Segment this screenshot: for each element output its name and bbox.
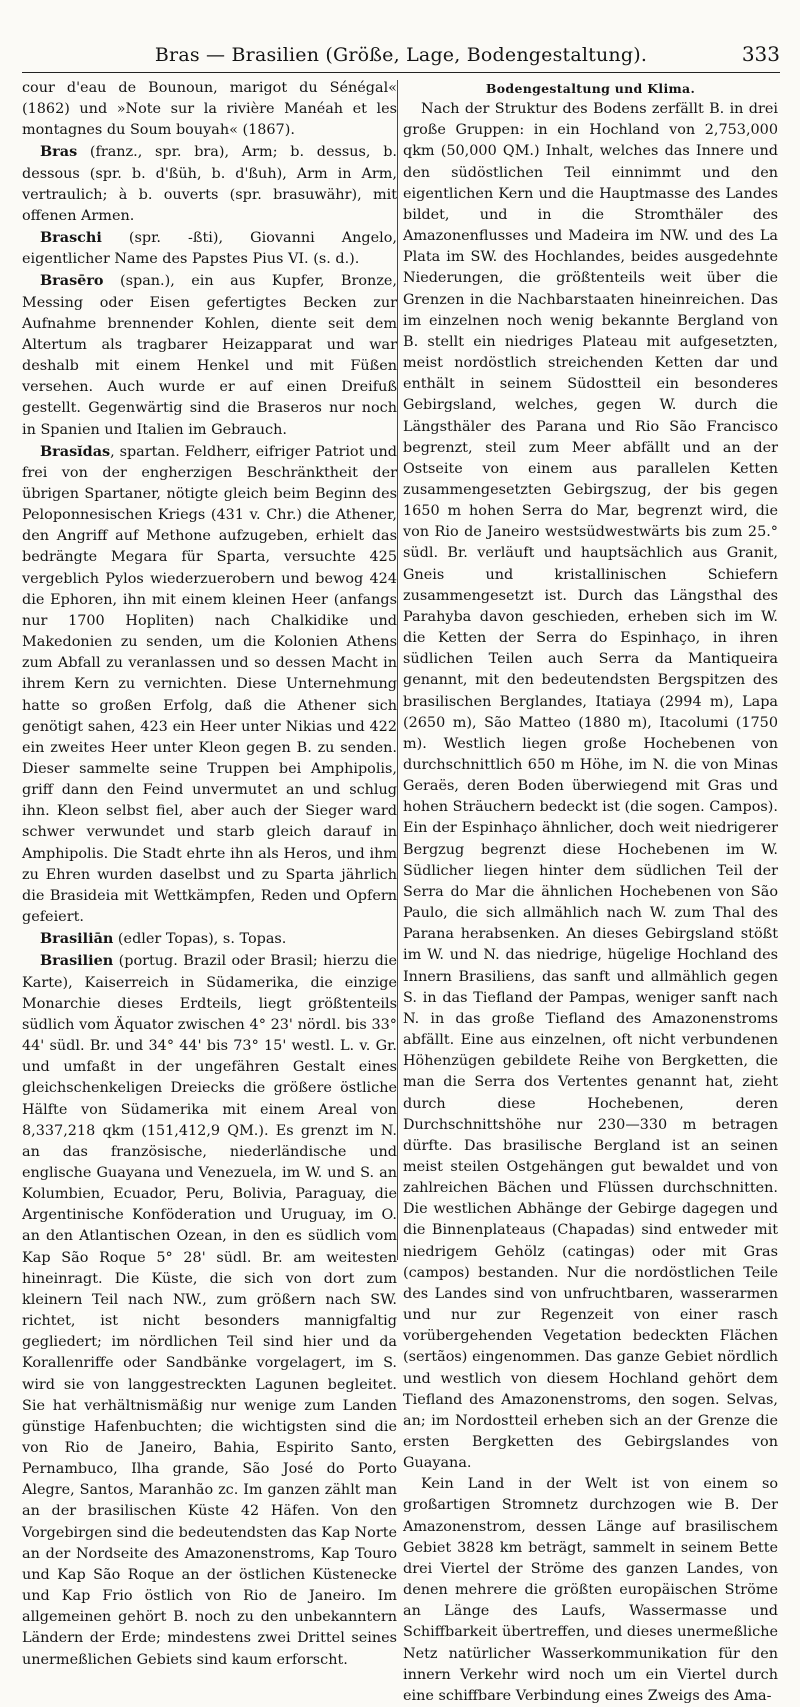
entry-brasilien — [22, 950, 397, 1670]
headword: Braschi — [40, 229, 102, 247]
entry-brasilian — [22, 928, 397, 950]
entry-braschi — [22, 227, 397, 270]
entry-text: (span.), ein aus Kupfer, Bronze, Messing oder Eisen gefertigtes Becken zur Aufnahme brennender Kohlen, diente seit dem Altertum als tragbarer Heizapparat und war deshalb mit einem Henkel und mit Füßen versehen. Auch wurde er auf einen Dreifuß gestellt. Gegenwärtig sind die Braseros nur noch in Spanien und Italien im Gebrauch. — [22, 273, 397, 438]
section-heading: Bodengestaltung und Klima. — [485, 81, 696, 96]
running-head: Bras — Brasilien (Größe, Lage, Bodengestaltung). — [154, 44, 648, 66]
headword: Brasĭdas — [40, 442, 111, 460]
headword: Brasēro — [40, 272, 104, 290]
entry-brasero — [22, 270, 397, 440]
page-header — [22, 40, 780, 70]
paragraph: Nach der Struktur des Bodens zerfällt B. in drei große Gruppen: in ein Hochland von 2,753,000 qkm (50,000 QM.) Inhalt, welches das Innere und den südöstlichen Teil einnimmt und den eigentlichen Kern und die Hauptmasse des Landes bildet, und in die Stromthäler des Amazonenflusses und Madeira im NW. und des La Plata im SW. des Hochlandes, beides ausgedehnte Niederungen, die größtenteils weit über die Grenzen in die Nachbarstaaten hineinreichen. Das im einzelnen noch wenig bekannte Bergland von B. stellt ein niedriges Plateau mit aufgesetzten, meist nordöstlich streichenden Ketten dar und enthält in seinem Südostteil ein besonderes Gebirgsland, welches, gegen W. durch die Längsthäler des Parana und Rio São Francisco begrenzt, steil zum Meer abfällt und an der Ostseite von einem aus parallelen Ketten zusammengesetzten Gebirgszug, der bis gegen 1650 m hohen Serra do Mar, begrenzt wird, die von Rio de Janeiro westsüdwestwärts bis zum 25.° südl. Br. verläuft und hauptsächlich aus Granit, Gneis und kristallinischen Schiefern zusammengesetzt ist. Durch das Längsthal des Parahyba davon geschieden, erheben sich im W. die Ketten der Serra do Espinhaço, in ihren südlichen Teilen auch Serra da Mantiqueira genannt, mit den bedeutendsten Bergspitzen des brasilischen Berglandes, Itatiaya (2994 m), Lapa (2650 m), São Matteo (1880 m), Itacolumi (1750 m). Westlich liegen große Hochebenen von durchschnittlich 650 m Höhe, im N. die von Minas Geraës, deren Boden überwiegend mit Gras und hohen Sträuchern bedeckt ist (die sogen. Campos). Ein der Espinhaço ähnlicher, doch weit niedrigerer Bergzug begrenzt diese Hochebenen im W. Südlicher liegen hinter dem südlichen Teil der Serra do Mar die ähnlichen Hochebenen von São Paulo, die sich allmählich nach W. zum Thal des Parana herabsenken. An dieses Gebirgsland stößt im W. und N. das niedrige, hügelige Hochland des Innern Brasiliens, das sanft und allmählich gegen S. in das Tiefland der Pampas, weniger sanft nach N. in das große Tiefland des Amazonenstroms abfällt. Eine aus einzelnen, oft nicht verbundenen Höhenzügen gebildete Reihe von Bergketten, die man die Serra dos Vertentes genannt hat, zieht durch diese Hochebenen, deren Durchschnittshöhe nur 230—330 m betragen dürfte. Das brasilische Bergland ist an seinen meist steilen Ostgehängen gut bewaldet und von zahlreichen Bächen und Flüssen durchschnitten. Die westlichen Abhänge der Gebirge dagegen und die Binnenplateaus (Chapadas) sind entweder mit niedrigem Gehölz (catingas) oder mit Gras (campos) bestanden. Nur die nordöstlichen Teile des Landes sind von unfruchtbaren, wasserarmen und nur zur Regenzeit von einer rasch vorübergehenden Vegetation bedeckten Flächen (sertãos) eingenommen. Das ganze Gebiet nördlich und westlich von diesem Hochland gehört dem Tiefland des Amazonenstroms, den sogen. Selvas, an; im Nordostteil erheben sich an der Grenze die ersten Bergketten des Gebirgslandes von Guayana. — [403, 101, 778, 1472]
page-number: 333 — [741, 42, 780, 66]
headword: Brasiliān — [40, 930, 114, 948]
headword: Brasilien — [40, 952, 114, 970]
headword: Bras — [40, 143, 78, 161]
entry-text: (portug. Brazil oder Brasil; hierzu die Karte), Kaiserreich in Südamerika, die einzige Monarchie dieses Erdteils, liegt größtenteils südlich vom Äquator zwischen 4° 23' nördl. bis 33° 44' südl. Br. und 34° 44' bis 73° 15' westl. L. v. Gr. und umfaßt in der ungefähren Gestalt eines gleichschenkeligen Dreiecks die größere östliche Hälfte von Südamerika mit einem Areal von 8,337,218 qkm (151,412,9 QM.). Es grenzt im N. an das französische, niederländische und englische Guayana und Venezuela, im W. und S. an Kolumbien, Ecuador, Peru, Bolivia, Paraguay, die Argentinische Konföderation und Uruguay, im O. an den Atlantischen Ozean, in den es südlich vom Kap São Roque 5° 28' südl. Br. am weitesten hineinragt. Die Küste, die sich von dort zum kleinern Teil nach NW., zum größern nach SW. richtet, ist nicht besonders mannigfaltig gegliedert; im nördlichen Teil sind hier und da Korallenriffe oder Sandbänke vorgelagert, im S. wird sie von langgestreckten Lagunen begleitet. Sie hat verhältnismäßig nur wenige zum Landen günstige Hafenbuchten; die wichtigsten sind die von Rio de Janeiro, Bahia, Espirito Santo, Pernambuco, Ilha grande, São José do Porto Alegre, Santos, Maranhão zc. Im ganzen zählt man an der brasilischen Küste 42 Häfen. Von den Vorgebirgen sind die bedeutendsten das Kap Norte an der Nordseite des Amazonenstroms, Kap Touro und Kap São Roque an der östlichen Küstenecke und Kap Frio östlich von Rio de Janeiro. Im allgemeinen gehört B. noch zu den unbekanntern Ländern der Erde; mindestens zwei Drittel seines unermeßlichen Gebiets sind kaum erforscht. — [22, 953, 397, 1668]
entry-text: (franz., spr. bra), Arm; b. dessus, b. dessous (spr. b. d'ßüh, b. d'ßuh), Arm in Arm, vertraulich; à b. ouverts (spr. brasuwähr), mit offenen Armen. — [22, 144, 397, 224]
paragraph: Kein Land in der Welt ist von einem so großartigen Stromnetz durchzogen wie B. Der Amazonenstrom, dessen Länge auf brasilischem Gebiet 3828 km beträgt, sammelt in seinem Bette drei Viertel der Ströme des ganzen Landes, von denen mehrere die größten europäischen Ströme an Länge des Laufs, Wassermasse und Schiffbarkeit übertreffen, und dieses unermeßliche Netz natürlicher Wasserkommunikation für den innern Verkehr wird noch um ein Viertel durch eine schiffbare Verbindung eines Zweigs des Ama- — [403, 1476, 778, 1704]
entry-brasidas — [22, 441, 397, 929]
entry-bras — [22, 141, 397, 227]
header-rule — [22, 72, 780, 73]
column-divider — [397, 80, 398, 1260]
entry-text: (spr. -ßti), Giovanni Angelo, eigentlicher Name des Papstes Pius VI. (s. d.). — [22, 230, 397, 268]
entry-continuation: cour d'eau de Bounoun, marigot du Sénégal« (1862) und »Note sur la rivière Manéah et les montagnes du Soum bouyah« (1867). — [22, 80, 397, 139]
right-column — [403, 78, 778, 1704]
left-column — [22, 78, 397, 1668]
entry-text: (edler Topas), s. Topas. — [113, 931, 287, 948]
entry-text: , spartan. Feldherr, eifriger Patriot und frei von der engherzigen Beschränktheit der übrigen Spartaner, nötigte gleich beim Beginn des Peloponnesischen Kriegs (431 v. Chr.) die Athener, den Angriff auf Methone aufzugeben, erhielt das bedrängte Megara für Sparta, versuchte 425 vergeblich Pylos wiederzuerobern und bewog 424 die Ephoren, ihn mit einem kleinen Heer (anfangs nur 1700 Hopliten) nach Chalkidike und Makedonien zu senden, um die Kolonien Athens zum Abfall zu veranlassen und so dessen Macht in ihrem Kern zu vernichten. Diese Unternehmung hatte so großen Erfolg, daß die Athener sich genötigt sahen, 423 ein Heer unter Nikias und 422 ein zweites Heer unter Kleon gegen B. zu senden. Dieser sammelte seine Truppen bei Amphipolis, griff dann den Feind unvermutet an und schlug ihn. Kleon selbst fiel, aber auch der Sieger ward schwer verwundet und starb gleich darauf in Amphipolis. Die Stadt ehrte ihn als Heros, und ihm zu Ehren wurden daselbst und zu Sparta jährlich die Brasideia mit Wettkämpfen, Reden und Opfern gefeiert. — [22, 443, 397, 926]
